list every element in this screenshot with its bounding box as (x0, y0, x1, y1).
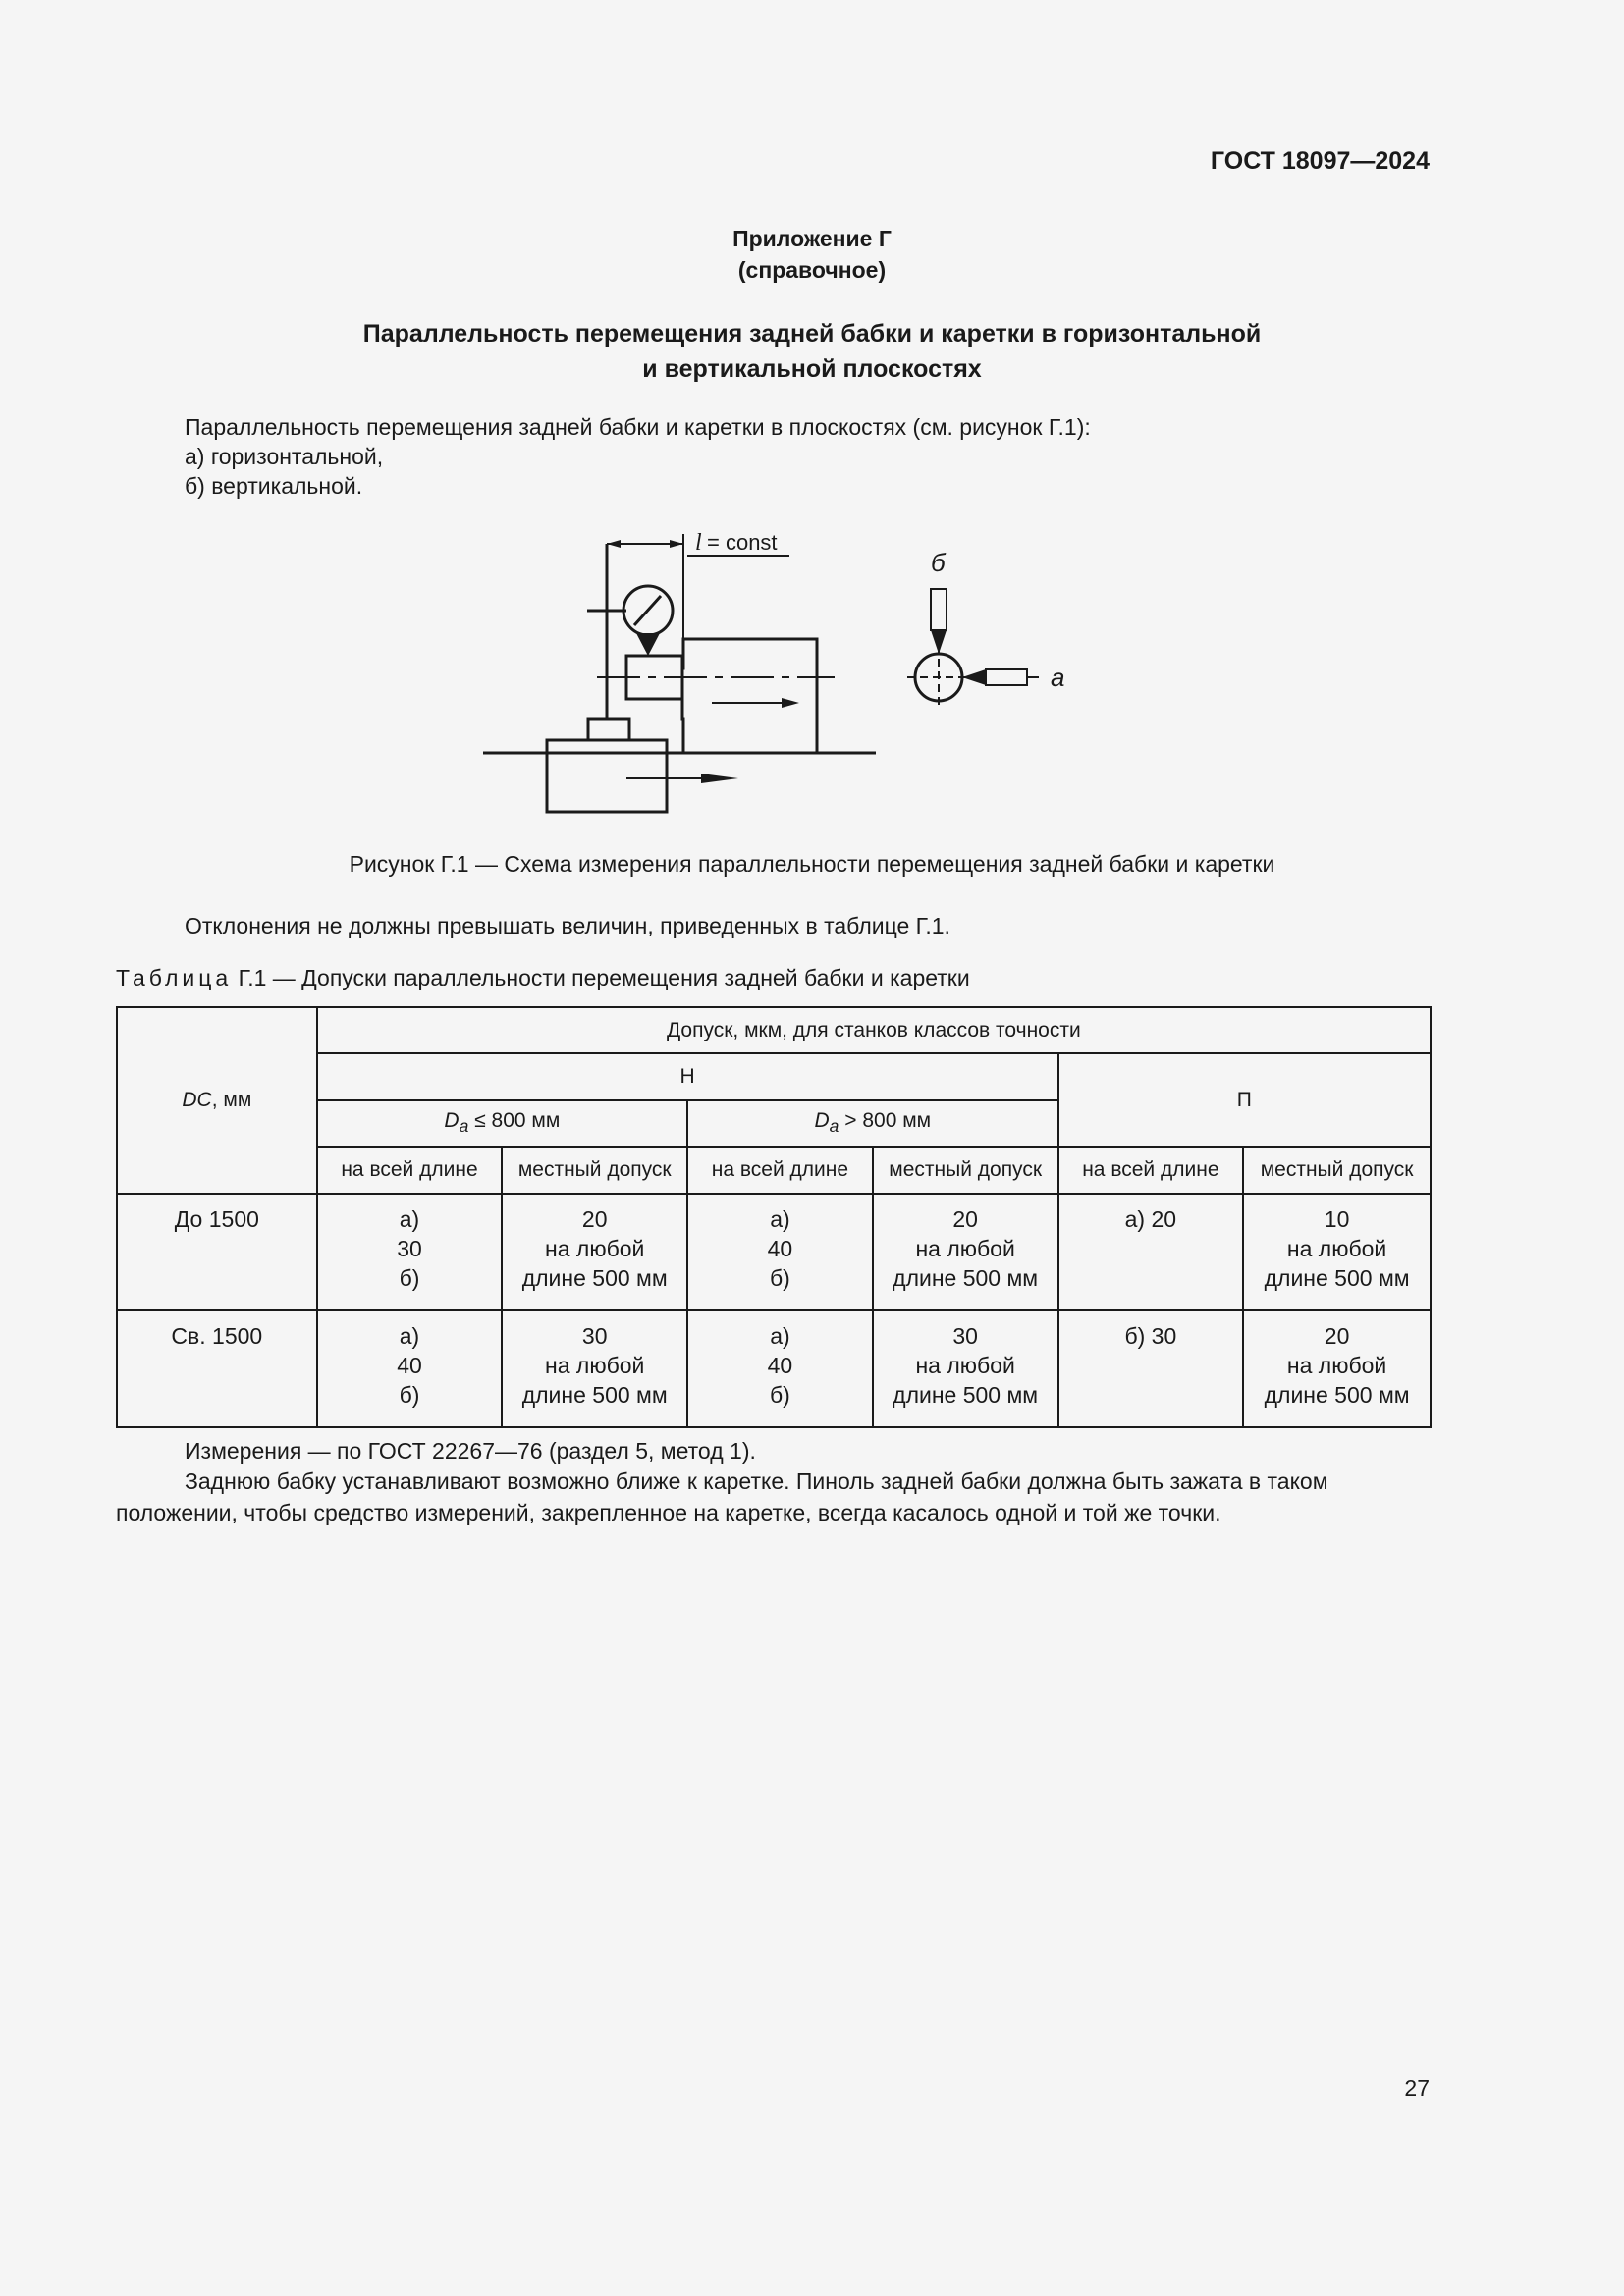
label-b: б (931, 548, 946, 577)
col-header-local: местный допуск (502, 1147, 687, 1194)
h2-full-cell: а) 40 б) (687, 1310, 873, 1427)
dimension-label: = const (707, 530, 778, 555)
col-header-local: местный допуск (1243, 1147, 1431, 1194)
class-p-header: П (1058, 1053, 1431, 1147)
probe-vertical (931, 589, 947, 630)
tailstock-motion-arrow (782, 698, 799, 708)
page-title (0, 316, 1624, 387)
p-full-cell: б) 30 (1058, 1310, 1244, 1427)
dc-cell: До 1500 (117, 1194, 317, 1310)
indicator-tip (636, 633, 660, 656)
table-caption (116, 965, 970, 991)
probe-horizontal-tip (962, 669, 986, 685)
intro-item-a: а) горизонтальной, (185, 444, 384, 469)
dim-arrow-left (607, 540, 621, 548)
carriage-post (588, 719, 629, 740)
appendix-kind: (справочное) (737, 257, 887, 283)
deviation-text: Отклонения не должны превышать величин, приведенных в таблице Г.1. (185, 913, 950, 938)
title-line-2: и вертикальной плоскостях (642, 355, 982, 383)
tolerance-header: Допуск, мкм, для станков классов точности (317, 1007, 1431, 1053)
p-local-cell: 10 на любой длине 500 мм (1243, 1194, 1431, 1310)
col-header-full: на всей длине (317, 1147, 503, 1194)
class-h-header: Н (317, 1053, 1058, 1100)
h1-local-cell: 20 на любой длине 500 мм (502, 1194, 687, 1310)
col-header-local: местный допуск (873, 1147, 1058, 1194)
probe-vertical-tip (931, 630, 947, 654)
dimension-symbol: l (695, 530, 702, 556)
probe-horizontal (986, 669, 1027, 685)
dc-header: DC, мм (117, 1007, 317, 1194)
tailstock-body (682, 639, 817, 753)
measurement-diagram (471, 520, 1100, 825)
p-local-cell: 20 на любой длине 500 мм (1243, 1310, 1431, 1427)
da-le-header: $D_a \le 800$ мм (317, 1100, 687, 1147)
table-caption-word: Таблица (116, 965, 233, 990)
h2-full-cell: а) 40 б) (687, 1194, 873, 1310)
h2-local-cell: 20 на любой длине 500 мм (873, 1194, 1058, 1310)
tolerance-table (116, 1006, 1432, 1428)
dc-cell: Св. 1500 (117, 1310, 317, 1427)
label-a: а (1051, 663, 1065, 692)
standard-number: ГОСТ 18097—2024 (1210, 147, 1430, 175)
carriage-body (547, 740, 667, 812)
col-header-full: на всей длине (687, 1147, 873, 1194)
h1-local-cell: 30 на любой длине 500 мм (502, 1310, 687, 1427)
col-header-full: на всей длине (1058, 1147, 1244, 1194)
dial-needle (634, 596, 661, 625)
h1-full-cell: а) 30 б) (317, 1194, 503, 1310)
figure-caption: Рисунок Г.1 — Схема измерения параллельности перемещения задней бабки и каретки (349, 851, 1275, 877)
p-full-cell: а) 20 (1058, 1194, 1244, 1310)
measurement-instructions: Заднюю бабку устанавливают возможно ближе к каретке. Пиноль задней бабки должна быть зажата в таком положении, чтобы средство измерений, закрепленное на каретке, всегда касалось одной и той же точки. (116, 1468, 1328, 1525)
table-row (117, 1194, 1431, 1310)
da-gt-header: $D_a > 800$ мм (687, 1100, 1057, 1147)
carriage-motion-arrow (701, 774, 738, 783)
appendix-name: Приложение Г (732, 226, 892, 251)
h2-local-cell: 30 на любой длине 500 мм (873, 1310, 1058, 1427)
table-caption-text: Г.1 — Допуски параллельности перемещения задней бабки и каретки (232, 965, 970, 990)
intro-item-b: б) вертикальной. (185, 473, 363, 499)
dim-arrow-right (670, 540, 683, 548)
intro-lead: Параллельность перемещения задней бабки и каретки в плоскостях (см. рисунок Г.1): (185, 414, 1091, 440)
h1-full-cell: а) 40 б) (317, 1310, 503, 1427)
table-row (117, 1310, 1431, 1427)
measurement-reference: Измерения — по ГОСТ 22267—76 (раздел 5, метод 1). (185, 1438, 756, 1464)
page-number: 27 (1404, 2075, 1430, 2101)
title-line-1: Параллельность перемещения задней бабки и каретки в горизонтальной (362, 320, 1262, 347)
